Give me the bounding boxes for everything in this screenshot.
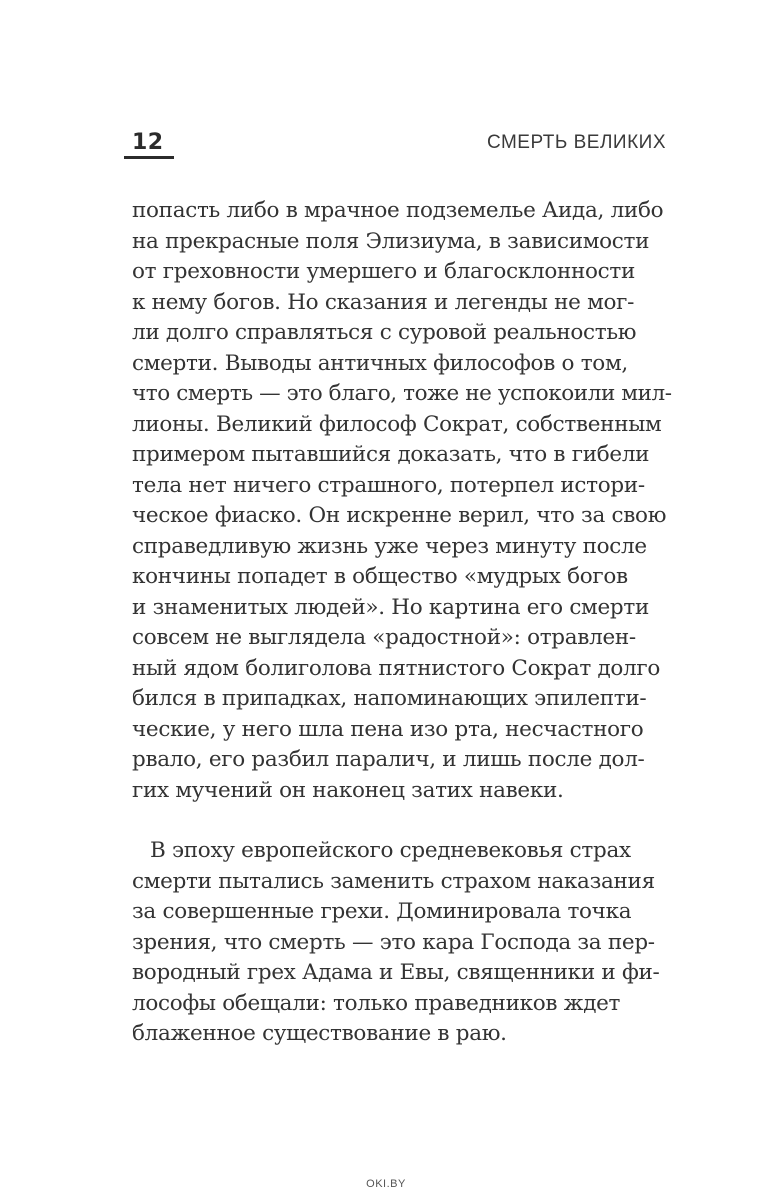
text-line: тела нет ничего страшного, потерпел истори- [132, 472, 645, 498]
text-line: ный ядом болиголова пятнистого Сократ долго [132, 655, 661, 681]
text-line: попасть либо в мрачное подземелье Аида, либо [132, 198, 664, 223]
text-line: зрения, что смерть — это кара Господа за пер- [132, 929, 655, 955]
text-line: лософы обещали: только праведников ждет [132, 990, 621, 1016]
text-line: справедливую жизнь уже через минуту после [132, 533, 647, 559]
text-line: совсем не выглядела «радостной»: отравлен- [132, 625, 636, 650]
text-line: рвало, его разбил паралич, и лишь после дол- [132, 747, 645, 772]
text-line: смерти пытались заменить страхом наказания [132, 868, 655, 894]
text-line: за совершенные грехи. Доминировала точка [132, 899, 632, 924]
page-number-rule [124, 156, 174, 159]
watermark: OKI.BY [366, 1178, 406, 1190]
text-line: ческие, у него шла пена изо рта, несчастного [132, 716, 644, 742]
text-line: В эпоху европейского средневековья страх [150, 838, 631, 863]
text-line: и знаменитых людей». Но картина его смерти [132, 594, 649, 620]
text-line: блаженное существование в раю. [132, 1021, 507, 1046]
text-line: примером пытавшийся доказать, что в гибели [132, 442, 650, 467]
text-line: смерти. Выводы античных философов о том, [132, 350, 628, 376]
running-head: СМЕРТЬ ВЕЛИКИХ [486, 132, 666, 153]
text-line: вородный грех Адама и Евы, священники и фи- [132, 960, 660, 985]
text-line: бился в припадках, напоминающих эпилепти- [132, 686, 647, 711]
paragraph-2 [132, 836, 672, 1050]
page-number: 12 [132, 130, 164, 155]
text-line: что смерть — это благо, тоже не успокоили мил- [132, 381, 672, 406]
paragraph-1 [132, 196, 672, 806]
text-line: кончины попадет в общество «мудрых богов [132, 564, 628, 589]
text-line: ли долго справляться с суровой реальностью [132, 320, 637, 345]
text-line: гих мучений он наконец затих навеки. [132, 777, 564, 803]
text-line: от греховности умершего и благосклонности [132, 259, 636, 284]
text-line: ческое фиаско. Он искренне верил, что за свою [132, 503, 667, 528]
text-line: к нему богов. Но сказания и легенды не мог- [132, 289, 635, 315]
text-line: на прекрасные поля Элизиума, в зависимости [132, 228, 650, 254]
text-line: лионы. Великий философ Сократ, собственным [132, 411, 662, 437]
